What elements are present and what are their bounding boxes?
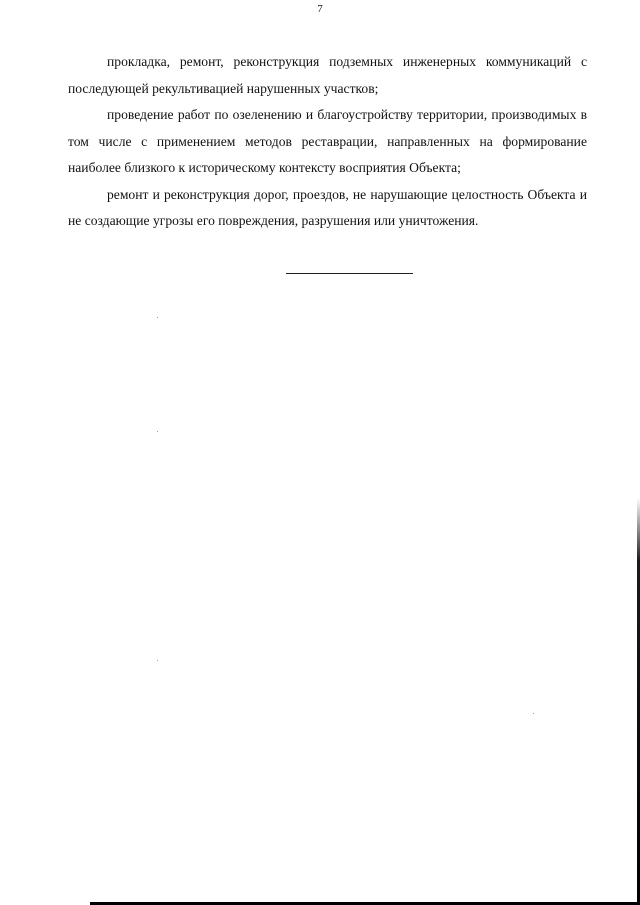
paragraph-landscaping: проведение работ по озеленению и благоустройству территории, производимых в том числе с применением методов реставрации, направленных на формирование наиболее близкого к историческому контексту восприятия Объекта; [68, 107, 587, 175]
scan-speck [157, 660, 158, 661]
document-body [68, 49, 587, 235]
scan-speck [157, 317, 158, 318]
end-separator-line [286, 273, 413, 274]
paragraph-utilities: прокладка, ремонт, реконструкция подземных инженерных коммуникаций с последующей рекультивацией нарушенных участков; [68, 54, 587, 96]
scan-speck [533, 713, 534, 714]
page-number: 7 [317, 3, 323, 15]
paragraph-roads: ремонт и реконструкция дорог, проездов, не нарушающие целостность Объекта и не создающие угрозы его повреждения, разрушения или уничтожения. [68, 186, 587, 228]
scan-speck [157, 431, 158, 432]
